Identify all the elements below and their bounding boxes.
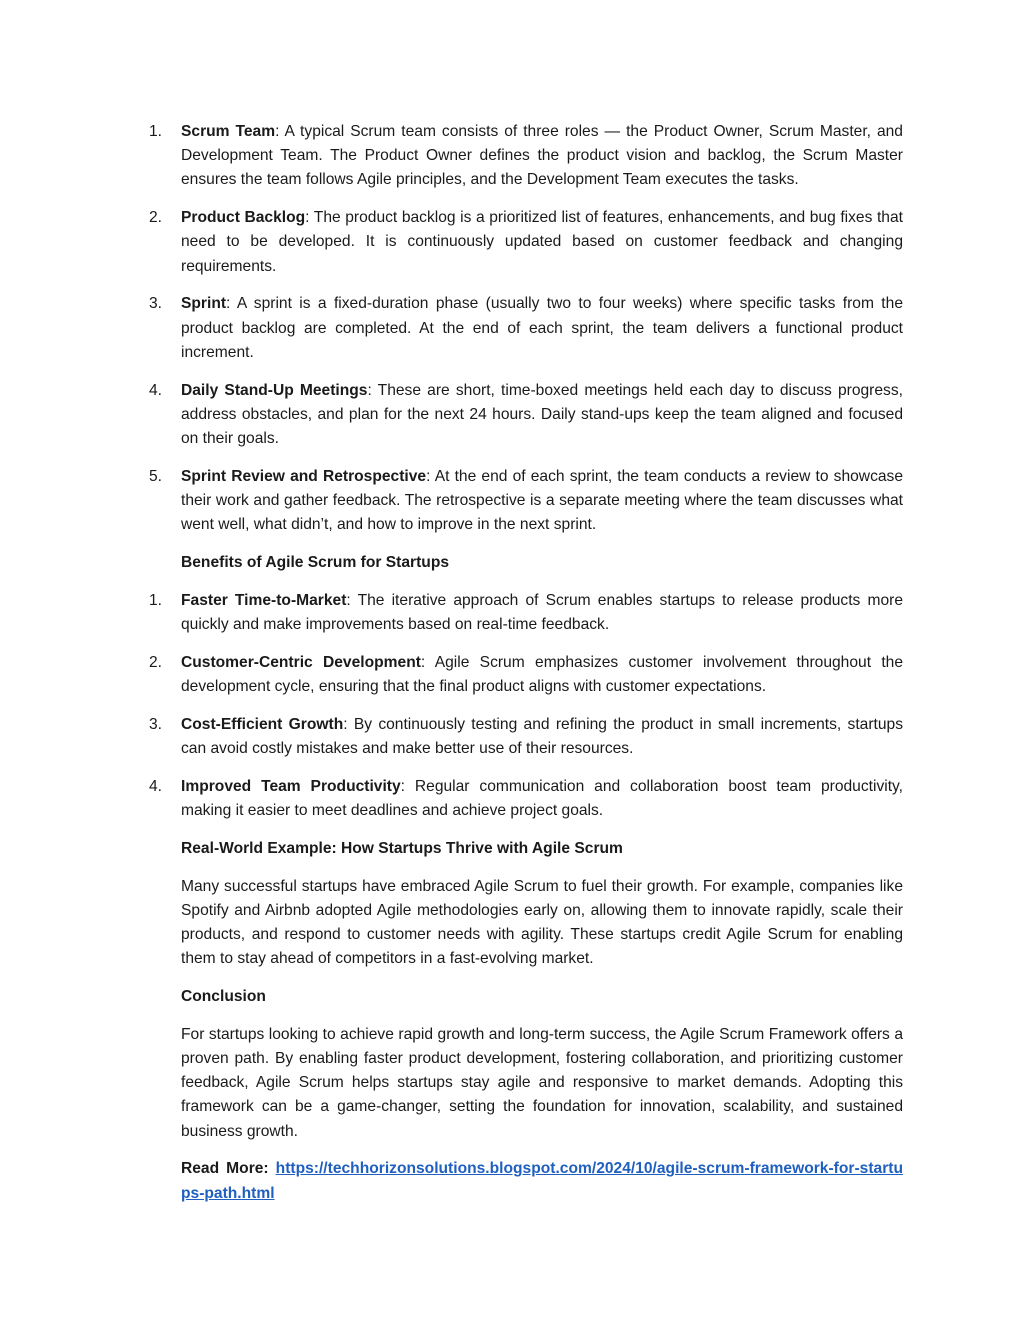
list-number: 2. [149, 209, 163, 227]
benefits-list [149, 589, 904, 823]
list-term: Sprint Review and Retrospective [181, 467, 427, 485]
list-text: : The product backlog is a prioritized list of features, enhancements, and bug fixes that need to be developed. It is continuously updated based on customer feedback and changing requirements. [181, 209, 903, 275]
list-term: Customer-Centric Development [181, 653, 421, 671]
list-item [149, 713, 903, 761]
conclusion-heading: Conclusion [181, 988, 266, 1006]
list-item [149, 775, 904, 823]
read-more-label: Read More: [181, 1160, 269, 1178]
list-term: Scrum Team [181, 123, 276, 140]
list-term: Cost-Efficient Growth [181, 715, 344, 733]
list-number: 1. [149, 123, 163, 140]
benefits-heading: Benefits of Agile Scrum for Startups [181, 554, 450, 572]
list-text: : At the end of each sprint, the team conducts a review to showcase their work and gather feedback. The retrospective is a separate meeting where the team discusses what went well, what didn’t, and how to improve in the next sprint. [181, 467, 904, 534]
list-number: 2. [149, 653, 163, 671]
list-text: : A typical Scrum team consists of three roles — the Product Owner, Scrum Master, and Development Team. The Product Owner defines the product vision and backlog, the Scrum Master ensures the team follows Agile principles, and the Development Team executes the tasks. [181, 123, 903, 189]
list-item [149, 292, 903, 365]
list-text: : Agile Scrum emphasizes customer involvement throughout the development cycle, ensuring that the final product aligns with customer expectations. [181, 653, 903, 696]
list-number: 3. [149, 295, 163, 313]
list-item [149, 120, 903, 193]
read-more-link[interactable]: https://techhorizonsolutions.blogspot.com/2024/10/agile-scrum-framework-for-startups-path.html [181, 1160, 903, 1202]
list-text: : The iterative approach of Scrum enables startups to release products more quickly and make improvements based on real-time feedback. [181, 591, 903, 634]
list-number: 4. [149, 381, 163, 399]
list-term: Faster Time-to-Market [181, 591, 347, 609]
list-text: : These are short, time-boxed meetings held each day to discuss progress, address obstacles, and plan for the next 24 hours. Daily stand-ups keep the team aligned and focused on their goals. [181, 381, 903, 448]
list-number: 3. [149, 715, 163, 733]
list-term: Product Backlog [181, 209, 306, 227]
list-text: : Regular communication and collaboration boost team productivity, making it easier to meet deadlines and achieve project goals. [181, 777, 904, 820]
list-number: 5. [149, 467, 163, 485]
document-body [149, 120, 904, 1206]
read-more [181, 1157, 903, 1205]
example-heading: Real-World Example: How Startups Thrive with Agile Scrum [181, 839, 623, 857]
list-item [149, 379, 903, 452]
list-text: : A sprint is a fixed-duration phase (usually two to four weeks) where specific tasks from the product backlog are completed. At the end of each sprint, the team delivers a functional product increment. [181, 295, 903, 361]
conclusion-paragraph: For startups looking to achieve rapid growth and long-term success, the Agile Scrum Framework offers a proven path. By enabling faster product development, fostering collaboration, and prioritizing customer feedback, Agile Scrum helps startups stay agile and responsive to market demands. Adopting this framework can be a game-changer, setting the foundation for innovation, scalability, and sustained business growth. [181, 1025, 903, 1140]
list-text: : By continuously testing and refining the product in small increments, startups can avoid costly mistakes and make better use of their resources. [181, 715, 903, 758]
list-item [149, 206, 903, 279]
list-term: Daily Stand-Up Meetings [181, 381, 368, 399]
example-paragraph: Many successful startups have embraced Agile Scrum to fuel their growth. For example, companies like Spotify and Airbnb adopted Agile methodologies early on, allowing them to innovate rapidly, scale their products, and respond to customer needs with agility. These startups credit Agile Scrum for enabling them to stay ahead of competitors in a fast-evolving market. [181, 877, 903, 968]
list-item [149, 465, 904, 538]
list-term: Sprint [181, 295, 227, 313]
scrum-components-list [149, 120, 904, 537]
list-item [149, 589, 903, 637]
list-term: Improved Team Productivity [181, 777, 401, 795]
list-number: 1. [149, 591, 163, 609]
list-item [149, 651, 903, 699]
list-number: 4. [149, 777, 163, 795]
